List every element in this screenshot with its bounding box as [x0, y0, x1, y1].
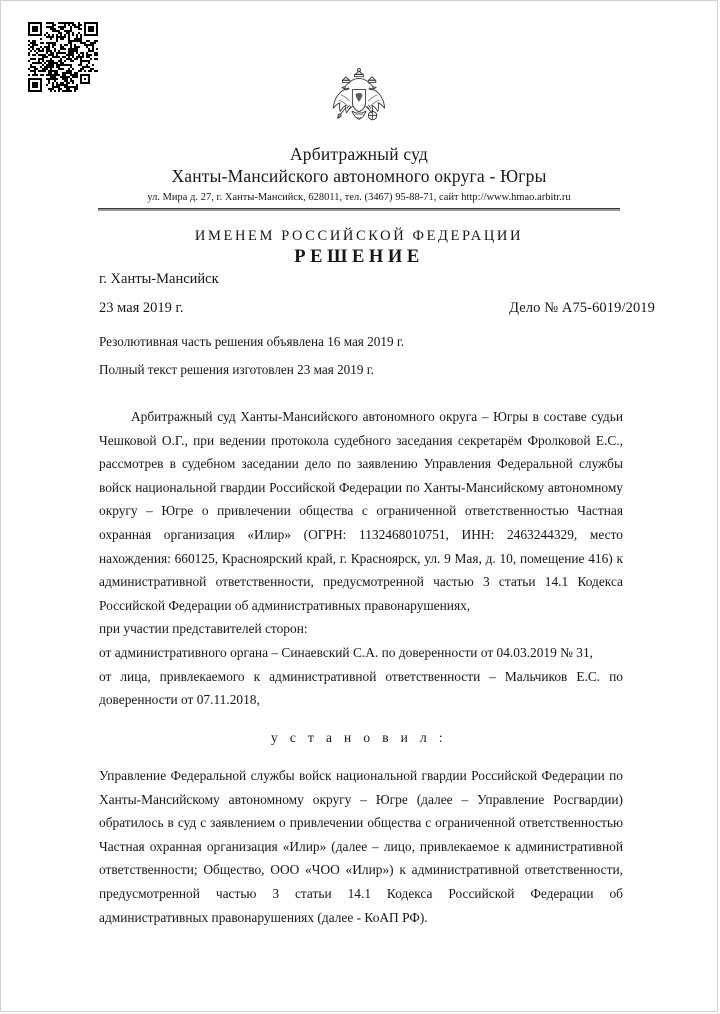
court-name-line-2: Ханты-Мансийского автономного округа - Югры [171, 166, 547, 186]
in-the-name-of-rf-title: ИМЕНЕМ РОССИЙСКОЙ ФЕДЕРАЦИИ [194, 228, 524, 244]
decision-title: РЕШЕНИЕ [294, 247, 424, 267]
header-divider [98, 208, 620, 211]
ustanovil-heading: у с т а н о в и л : [271, 730, 447, 745]
city-label: г. Ханты-Мансийск [99, 271, 219, 287]
established-paragraph: Управление Федеральной службы войск национальной гвардии Российской Федерации по Ханты-Мансийскому автономному округу – Югре (далее – Управление Росгвардии) обратилось в суд с заявлением о привлечении общества с ограниченной ответственностью Частная охранная организация «Илир» (далее – лицо, привлекаемое к административной ответственности; Общество, ООО «ЧОО «Илир») к административной ответственности, предусмотренной частью 3 статьи 14.1 Кодекса Российской Федерации об административных правонарушениях (далее - КоАП РФ). [99, 768, 623, 925]
case-number: Дело № А75-6019/2019 [509, 300, 655, 316]
resolutive-part-announced: Резолютивная часть решения объявлена 16 мая 2019 г. [99, 334, 405, 349]
decision-date: 23 мая 2019 г. [99, 300, 184, 316]
court-name-line-1: Арбитражный суд [289, 144, 429, 164]
intro-paragraph: Арбитражный суд Ханты-Мансийского автономного округа – Югры в составе судьи Чешковой О.Г., при ведении протокола судебного заседания секретарём Фролковой Е.С., рассмотрев в судебном заседании дело по заявлению Управления Федеральной службы войск национальной гвардии Российской Федерации по Ханты-Мансийскому автономному округу – Югре о привлечении общества с ограниченной ответственностью Частная охранная организация «Илир» (ОГРН: 1132468010751, ИНН: 2463244329, место нахождения: 660125, Красноярский край, г. Красноярск, ул. 9 Мая, д. 10, помещение 416) к административной ответственности, предусмотренной частью 3 статьи 14.1 Кодекса Российской Федерации об административных правонарушениях, [99, 409, 623, 613]
participant-authority: от административного органа – Синаевский С.А. по доверенности от 04.03.2019 № 31, [99, 644, 593, 660]
russian-coat-of-arms-icon [1, 67, 717, 133]
full-text-produced: Полный текст решения изготовлен 23 мая 2019 г. [99, 362, 374, 377]
participants-heading: при участии представителей сторон: [99, 621, 308, 637]
participant-person: от лица, привлекаемого к административной ответственности – Мальчиков Е.С. по доверенности от 07.11.2018, [99, 668, 623, 708]
court-header [61, 143, 657, 211]
date-and-case-row [99, 300, 655, 317]
document-body-intro [99, 405, 623, 712]
court-address: ул. Мира д. 27, г. Ханты-Мансийск, 628011, тел. (3467) 95-88-71, сайт http://www.hmao.arbitr.ru [147, 192, 571, 203]
document-body-established [99, 764, 623, 929]
